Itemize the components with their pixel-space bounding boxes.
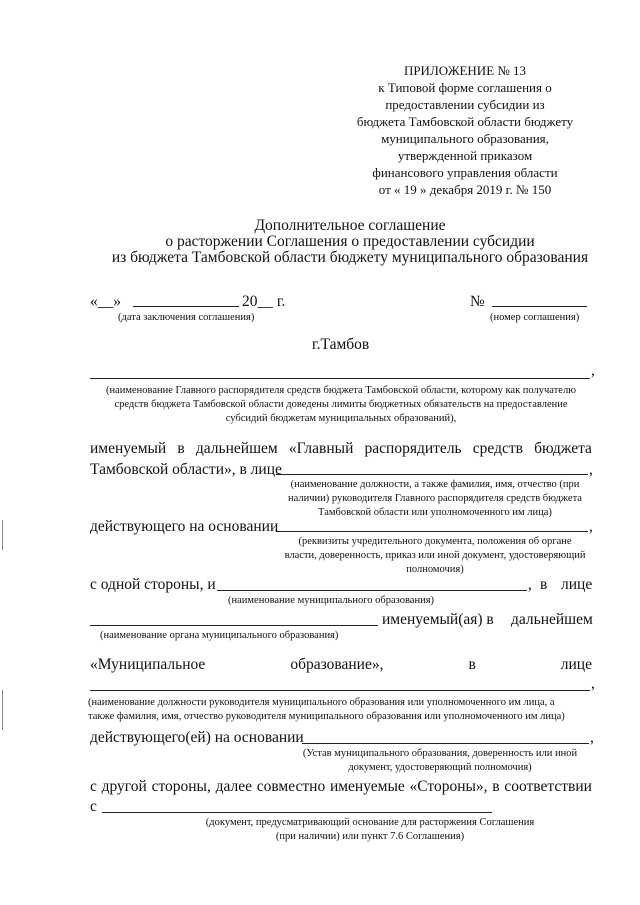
- word: в: [468, 656, 476, 673]
- scan-margin-mark: [2, 520, 3, 550]
- caption-line: документ, удостоверяющий полномочия): [348, 762, 532, 773]
- number-sign: №: [470, 293, 485, 310]
- city: г.Тамбов: [312, 336, 370, 353]
- caption-line: (при наличии) или пункт 7.6 Соглашения): [275, 831, 465, 842]
- word: именуемые: [329, 778, 405, 795]
- caption-head-person: [270, 478, 600, 520]
- body-text: действующего(ей) на основании: [90, 729, 304, 746]
- caption-line: Тамбовской области или уполномоченного им лица): [318, 507, 552, 518]
- date-caption: (дата заключения соглашения): [118, 312, 255, 323]
- body-text: именуемый(ая) в: [382, 611, 494, 628]
- appendix-line: к Типовой форме соглашения о: [378, 80, 552, 95]
- appendix-line: предоставлении субсидии из: [385, 97, 545, 112]
- word: образование»,: [290, 656, 384, 673]
- caption-termination-basis: [190, 816, 550, 844]
- body-text: с: [90, 798, 97, 815]
- caption-charter: [290, 747, 590, 775]
- caption-line: власти, доверенность, приказ или иной документ, удостоверяющий: [284, 550, 586, 561]
- word: «Главный: [288, 440, 354, 457]
- word: далее: [215, 778, 252, 795]
- body-text: с одной стороны, и: [90, 576, 216, 593]
- blank-line: [217, 590, 527, 591]
- caption-line: субсидий бюджетам муниципальных образований),: [225, 413, 457, 424]
- comma: ,: [589, 461, 593, 478]
- caption-line: наличии) руководителя Главного распорядителя средств бюджета: [288, 493, 582, 504]
- word: другой: [101, 778, 147, 795]
- appendix-line: утвержденной приказом: [397, 148, 533, 163]
- caption-line: (наименование должности руководителя муниципального образования или уполномоченного им лица, а: [88, 697, 555, 708]
- caption-line: полномочия): [406, 564, 464, 575]
- caption-line: (наименование должности, а также фамилия, имя, отчество (при: [290, 479, 580, 490]
- date-year: 20__ г.: [242, 293, 286, 310]
- word: распорядитель: [364, 440, 462, 457]
- number-caption: (номер соглашения): [490, 312, 580, 323]
- caption-line: (наименование Главного распорядителя средств бюджета Тамбовской области, которому как получателю: [105, 385, 577, 396]
- title-line: Дополнительное соглашение: [254, 217, 446, 234]
- appendix-line: бюджета Тамбовской области бюджету: [356, 114, 574, 129]
- number-blank: [492, 306, 587, 307]
- body-text: действующего на основании: [90, 518, 279, 535]
- comma: ,: [590, 729, 594, 746]
- word: «Стороны»,: [409, 778, 488, 795]
- word: в: [492, 778, 500, 795]
- appendix-line: от « 19 » декабря 2019 г. № 150: [378, 182, 552, 197]
- document-title: [60, 218, 640, 266]
- caption-municipal-head: [88, 696, 598, 724]
- word: совместно: [256, 778, 326, 795]
- caption-line: также фамилия, имя, отчество руководителя муниципального образования или уполномоченного им лица): [88, 711, 565, 722]
- blank-line: [276, 474, 588, 475]
- date-day: «__»: [90, 293, 121, 310]
- blank-line: [302, 743, 589, 744]
- date-month-blank: [133, 306, 239, 307]
- comma: ,: [589, 518, 593, 535]
- title-line: о расторжении Соглашения о предоставлении субсидии: [165, 233, 535, 250]
- body-text: в: [540, 576, 548, 593]
- word: лице: [560, 656, 592, 673]
- blank-line: [90, 378, 590, 379]
- named-line: [90, 440, 592, 458]
- word: средств: [472, 440, 523, 457]
- comma: ,: [591, 675, 595, 692]
- word: именуемый: [90, 440, 167, 457]
- word: «Муниципальное: [90, 656, 206, 673]
- body-text: лице: [561, 576, 593, 593]
- body-text: Тамбовской области», в лице: [90, 461, 282, 478]
- caption-basis: [270, 535, 600, 577]
- word: бюджета: [534, 440, 592, 457]
- comma: ,: [528, 576, 532, 593]
- caption-line: средств бюджета Тамбовской области доведены лимиты бюджетных обязательств на предоставление: [114, 399, 568, 410]
- blank-line: [102, 812, 492, 813]
- scan-margin-mark: [2, 690, 3, 730]
- caption-main-manager: [88, 384, 594, 426]
- other-side-line: [90, 778, 592, 796]
- caption-line: (документ, предусматривающий основание для расторжения Соглашения: [205, 817, 535, 828]
- appendix-line: ПРИЛОЖЕНИЕ № 13: [403, 63, 527, 78]
- caption-line: (реквизиты учредительного документа, положения об органе: [298, 536, 572, 547]
- word: в: [177, 440, 185, 457]
- blank-line: [90, 625, 378, 626]
- appendix-line: финансового управления области: [372, 165, 558, 180]
- caption-municipal-body: (наименование органа муниципального образования): [100, 630, 339, 641]
- word: дальнейшем: [195, 440, 278, 457]
- word: стороны,: [151, 778, 211, 795]
- body-text: дальнейшем: [511, 611, 593, 628]
- appendix-header: [330, 62, 600, 198]
- municipality-line: [90, 656, 592, 674]
- comma: ,: [591, 362, 595, 379]
- word: соответствии: [504, 778, 592, 795]
- caption-municipality: (наименование муниципального образования): [228, 595, 435, 606]
- title-line: из бюджета Тамбовской области бюджету муниципального образования: [111, 249, 589, 266]
- blank-line: [276, 531, 588, 532]
- appendix-line: муниципального образования,: [381, 131, 549, 146]
- word: с: [90, 778, 97, 795]
- caption-line: (Устав муниципального образования, доверенность или иной: [302, 748, 578, 759]
- blank-line: [90, 690, 590, 691]
